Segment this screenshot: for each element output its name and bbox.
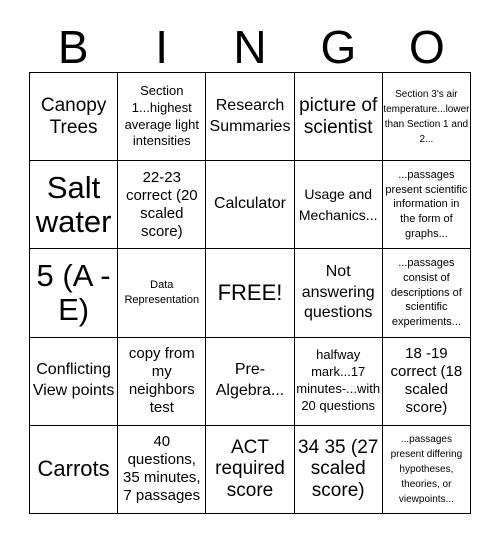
bingo-cell[interactable]: Conflicting View points [30, 338, 118, 426]
bingo-board [29, 72, 471, 514]
bingo-cell[interactable]: Data Representation [118, 249, 206, 337]
free-space[interactable]: FREE! [206, 249, 294, 337]
bingo-cell[interactable]: Usage and Mechanics... [295, 161, 383, 249]
header-letter-i: I [155, 21, 168, 73]
bingo-cell[interactable]: ACT required score [206, 426, 294, 514]
bingo-cell[interactable]: Canopy Trees [30, 73, 118, 161]
bingo-cell[interactable]: ...passages present differing hypotheses, theories, or viewpoints... [383, 426, 471, 514]
bingo-cell[interactable]: ...passages present scientific information in the form of graphs... [383, 161, 471, 249]
bingo-header [29, 22, 471, 72]
bingo-cell[interactable]: Not answering questions [295, 249, 383, 337]
header-letter-b: B [57, 21, 89, 73]
bingo-cell[interactable]: 34 35 (27 scaled score) [295, 426, 383, 514]
bingo-cell[interactable]: 40 questions, 35 minutes, 7 passages [118, 426, 206, 514]
bingo-cell[interactable]: 5 (A - E) [30, 249, 118, 337]
bingo-cell[interactable]: copy from my neighbors test [118, 338, 206, 426]
header-letter-n: N [233, 21, 267, 73]
bingo-cell[interactable]: Calculator [206, 161, 294, 249]
bingo-cell[interactable]: Research Summaries [206, 73, 294, 161]
bingo-cell[interactable]: 18 -19 correct (18 scaled score) [383, 338, 471, 426]
header-letter-o: O [408, 21, 445, 73]
bingo-cell[interactable]: halfway mark...17 minutes-...with 20 questions [295, 338, 383, 426]
bingo-cell[interactable]: Carrots [30, 426, 118, 514]
bingo-cell[interactable]: Section 1...highest average light intensities [118, 73, 206, 161]
bingo-cell[interactable]: ...passages consist of descriptions of scientific experiments... [383, 249, 471, 337]
bingo-cell[interactable]: Salt water [30, 161, 118, 249]
header-letter-g: G [320, 21, 357, 73]
bingo-cell[interactable]: Section 3's air temperature...lower than Section 1 and 2... [383, 73, 471, 161]
bingo-cell[interactable]: 22-23 correct (20 scaled score) [118, 161, 206, 249]
bingo-cell[interactable]: Pre-Algebra... [206, 338, 294, 426]
bingo-cell[interactable]: picture of scientist [295, 73, 383, 161]
